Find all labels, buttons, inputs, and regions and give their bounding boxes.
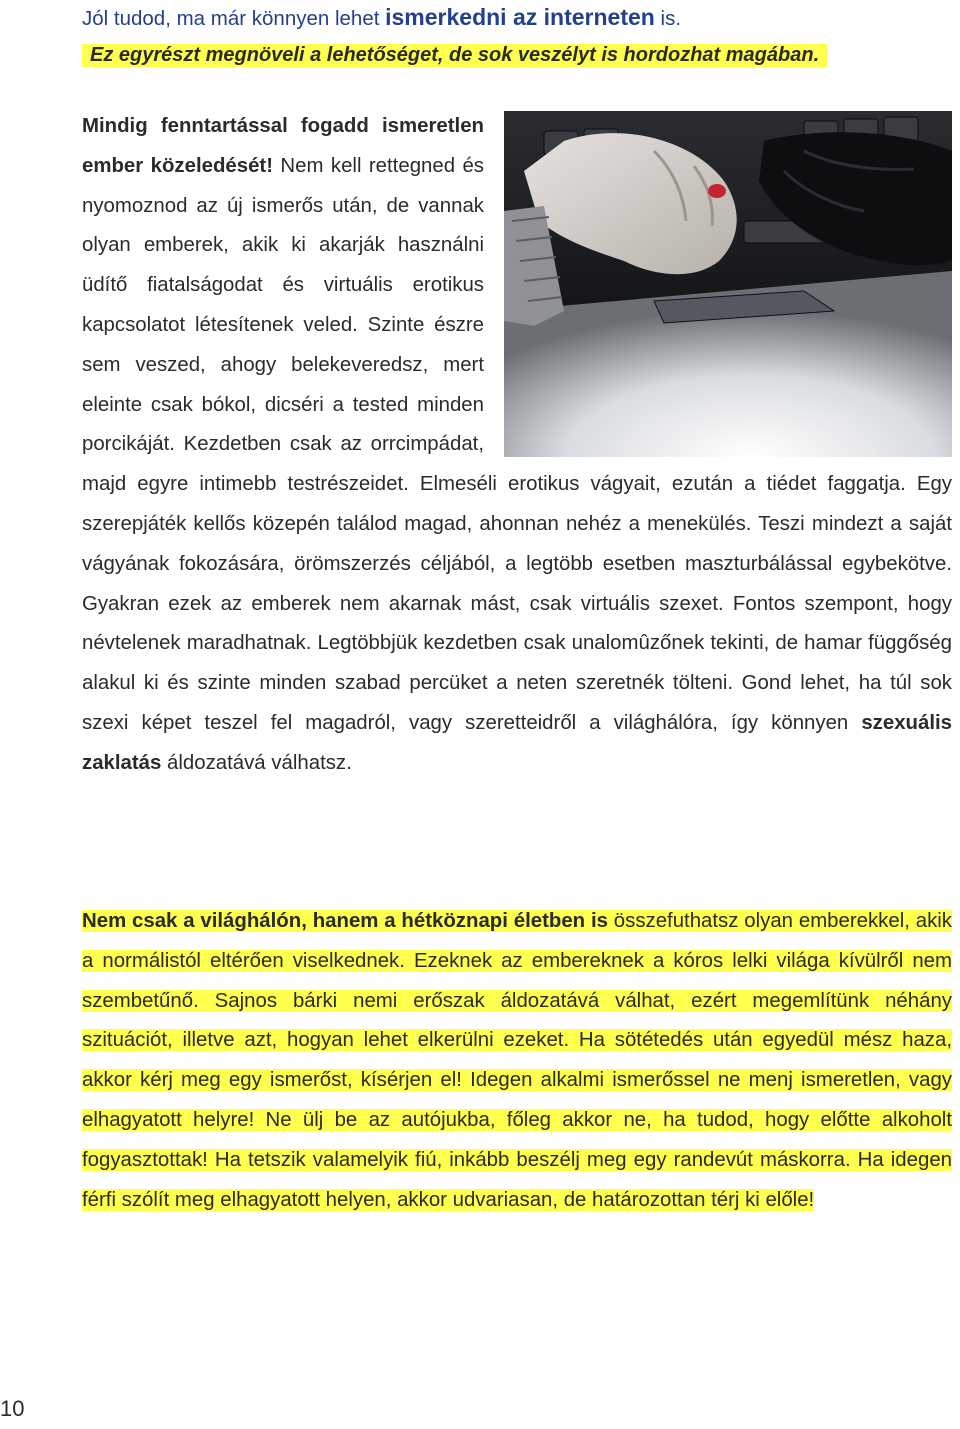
intro-lead: Jól tudod, ma már könnyen lehet <box>82 7 386 30</box>
page-number: 10 <box>0 1396 25 1421</box>
para1-heading: Mindig fenntartással fogadd ismeretlen ember közeledését! <box>82 115 484 177</box>
para2-highlight <box>82 910 952 1211</box>
para1-tail: áldozatává válhatsz. <box>161 751 352 774</box>
para2-text: összefuthatsz olyan emberekkel, akik a normálistól eltérően viselkednek. Ezeknek az embereknek a kóros lelki világa kívülről nem szembetűnő. Sajnos bárki nemi erőszak áldozatává válhat, ezért megemlítünk néhány szituációt, illetve azt, hogyan lehet elkerülni ezeket. Ha sötétedés után egyedül mész haza, akkor kérj meg egy ismerőst, kísérjen el! Idegen alkalmi ismerőssel ne menj ismeretlen, vagy elhagyatott helyre! Ne ülj be az autójukba, főleg akkor ne, ha tudod, hogy előtte alkoholt fogyasztottak! Ha tetszik valamelyik fiú, inkább beszélj meg egy randevút máskorra. Ha idegen férfi szólít meg elhagyatott helyen, akkor udvariasan, de határozottan térj ki előle! <box>82 910 952 1211</box>
para1-text: Nem kell rettegned és nyomoznod az új ismerős után, de vannak olyan emberek, akik ki akarják használni üdítő fiatalságodat és virtuális erotikus kapcsolatot létesítenek veled. Szinte észre sem veszed, ahogy belekeveredsz, mert eleinte csak bókol, dicséri a tested minden porcikáját. Kezdetben csak az orrcimpádat, majd egyre intimebb testrészeidet. Elmeséli erotikus vágyait, ezután a tiédet faggatja. Egy szerepjáték kellős közepén találod magad, ahonnan nehéz a menekülés. Teszi mindezt a saját vágyának fokozására, örömszerzés céljából, a legtöbb esetben maszturbálással egybekötve. Gyakran ezek az emberek nem akarnak mást, csak virtuális szexet. Fontos szempont, hogy névtelenek maradhatnak. Legtöbbjük kezdetben csak unalomûzőnek tekinti, de hamar függőség alakul ki és szinte minden szabad percüket a neten szeretnék tölteni. Gond lehet, ha túl sok szexi képet teszel fel magadról, vagy szeretteidről a világhálóra, így könnyen <box>82 154 952 734</box>
para1-bold-end: szexuális zaklatás <box>82 711 952 774</box>
paragraph-online-risks <box>82 107 952 784</box>
intro-emphasis: ismerkedni az interneten <box>385 4 655 30</box>
intro-tail: is. <box>654 7 682 30</box>
hands-on-laptop-photo <box>504 111 952 457</box>
para2-bold-start: Nem csak a világhálón, hanem a hétköznapi életben is <box>82 910 608 932</box>
paragraph-everyday-risks <box>82 902 952 1220</box>
intro-line <box>82 4 681 31</box>
highlighted-warning: Ez egyrészt megnöveli a lehetőséget, de sok veszélyt is hordozhat magában. <box>82 44 827 67</box>
